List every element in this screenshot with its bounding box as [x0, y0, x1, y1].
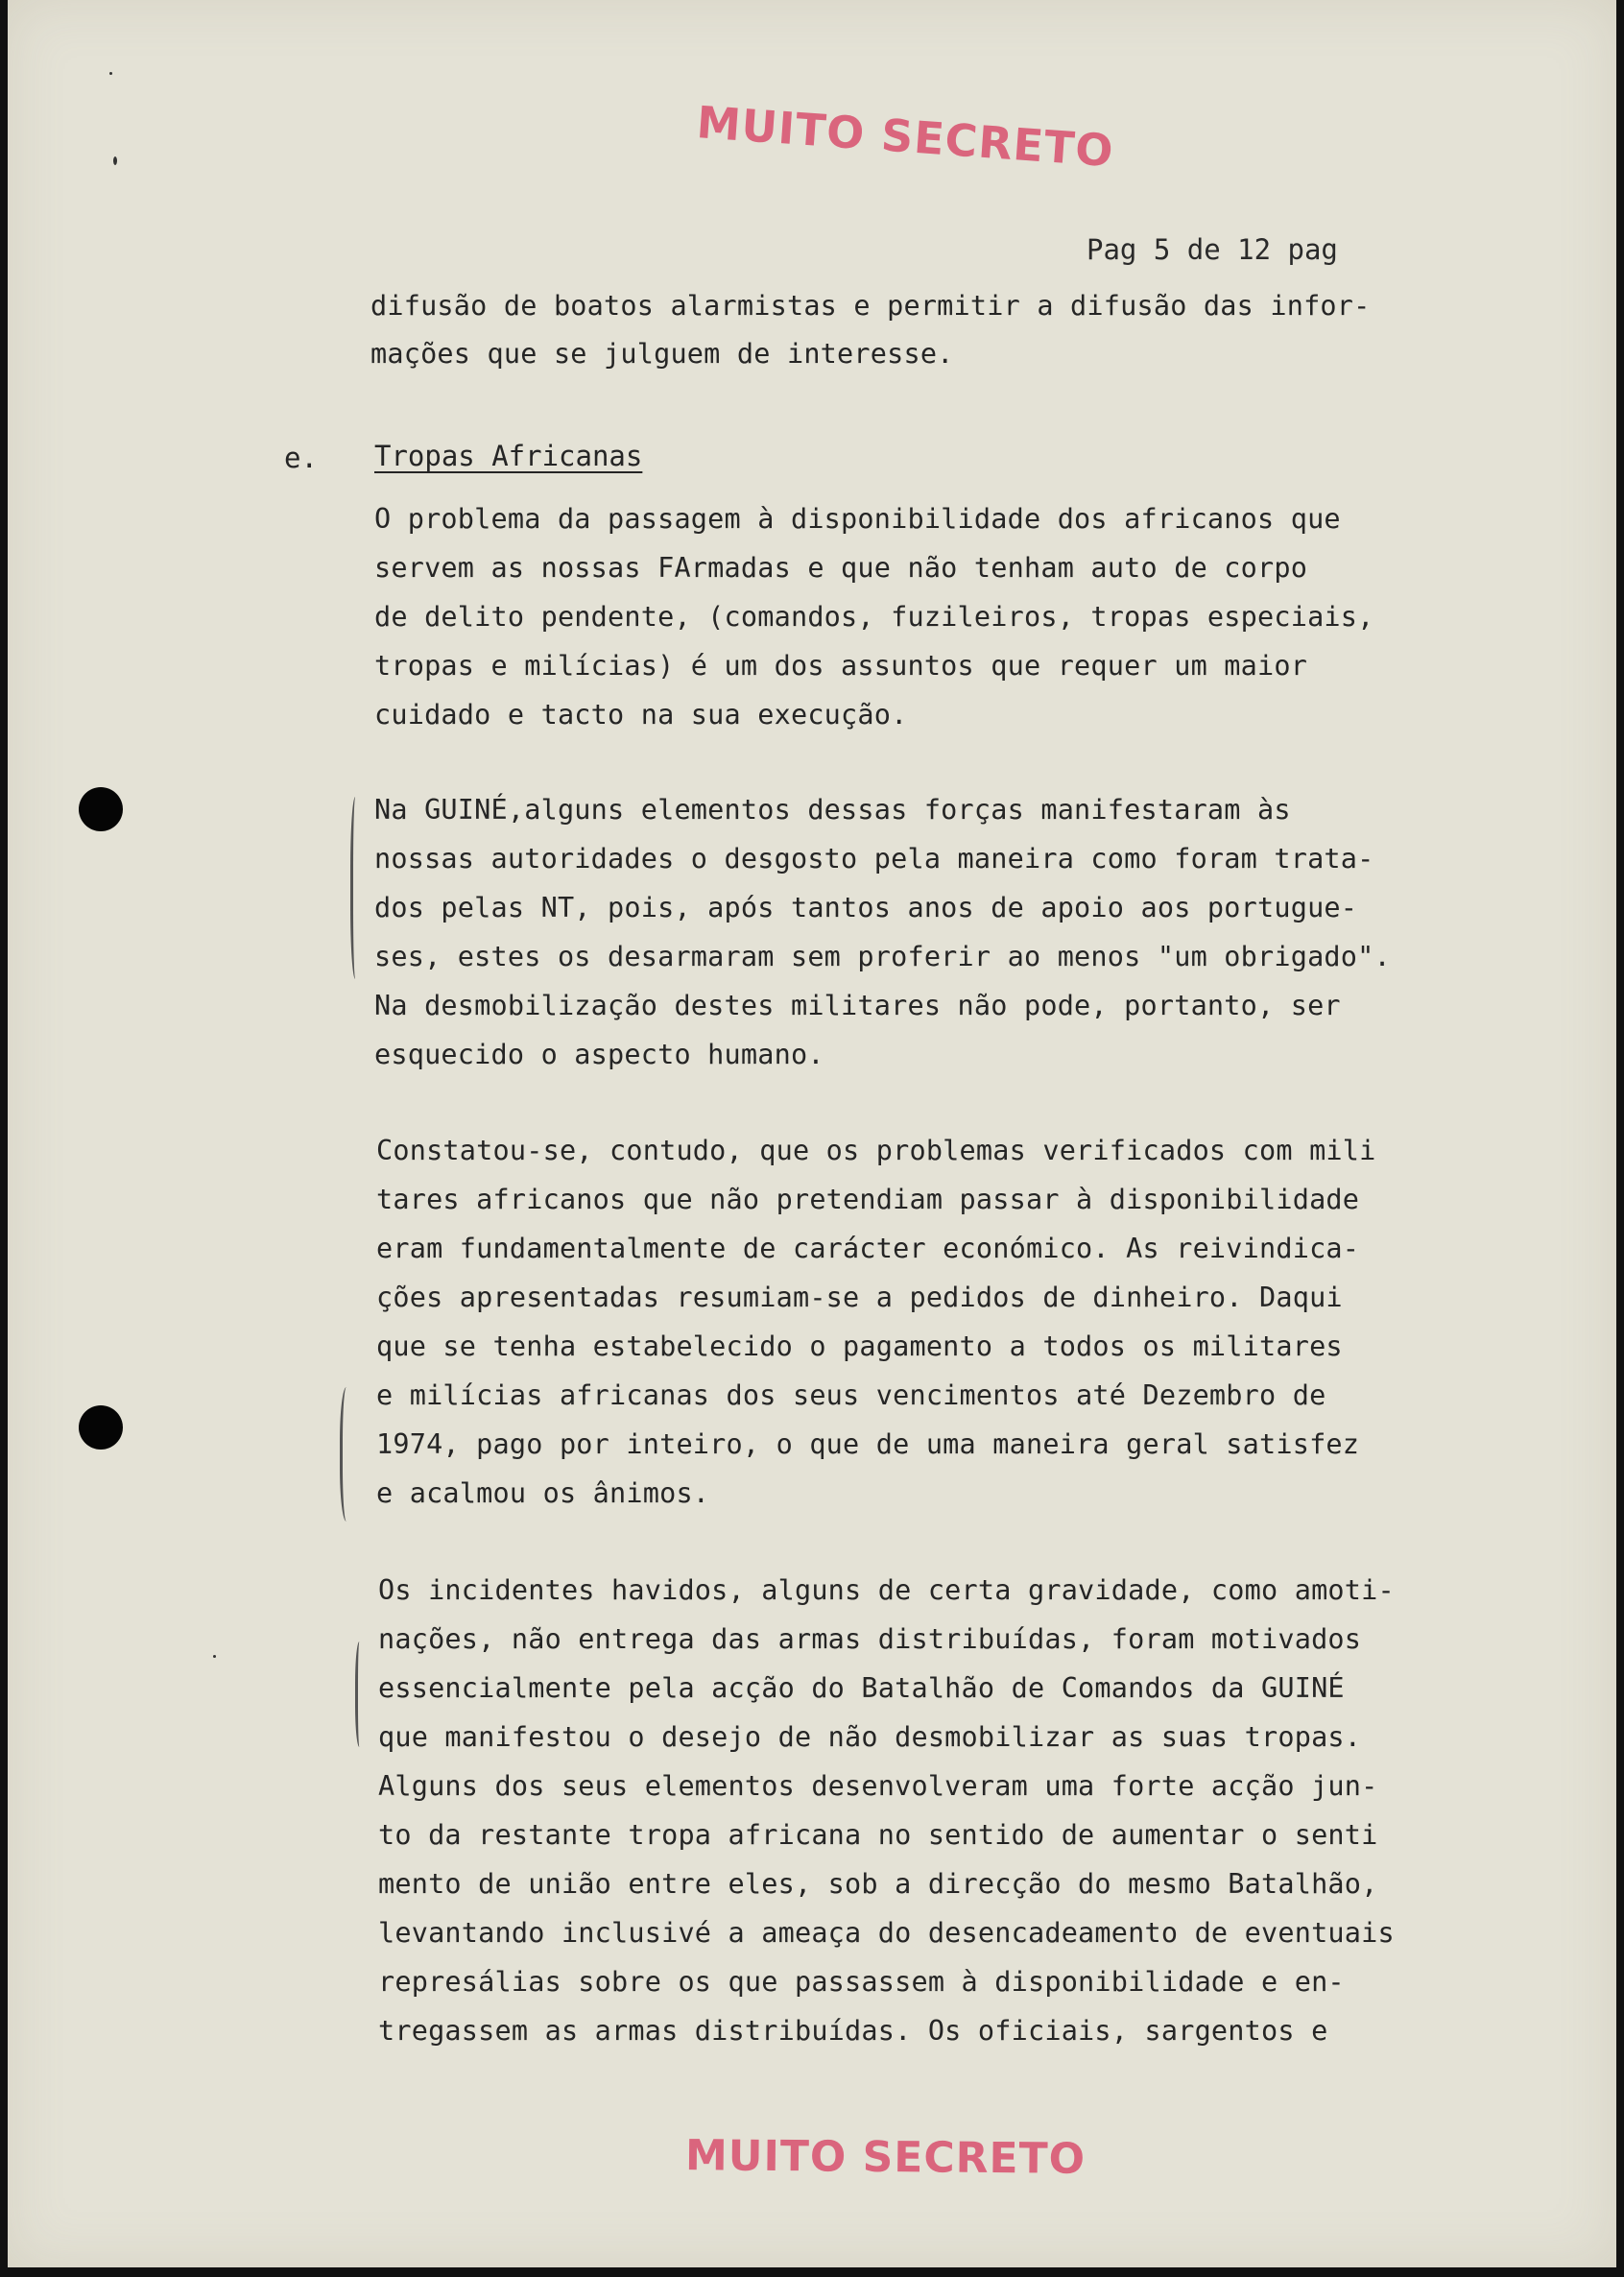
section-letter: e.: [284, 442, 318, 474]
text-line: nações, não entrega das armas distribuídas, foram motivados: [378, 1623, 1362, 1655]
text-line: ses, estes os desarmaram sem proferir ao menos "um obrigado".: [374, 941, 1391, 972]
text-line: 1974, pago por inteiro, o que de uma maneira geral satisfez: [376, 1428, 1360, 1460]
ink-speck: [213, 1655, 216, 1658]
text-line: to da restante tropa africana no sentido de aumentar o senti: [378, 1819, 1378, 1851]
text-line: Alguns dos seus elementos desenvolveram uma forte acção jun-: [378, 1770, 1378, 1802]
margin-mark: [340, 1387, 356, 1522]
text-line: Os incidentes havidos, alguns de certa gravidade, como amoti-: [378, 1574, 1395, 1606]
text-line: mações que se julguem de interesse.: [370, 338, 954, 370]
text-line: servem as nossas FArmadas e que não tenham auto de corpo: [374, 552, 1308, 584]
text-line: dos pelas NT, pois, após tantos anos de apoio aos portugue-: [374, 892, 1358, 923]
ink-speck: [109, 72, 112, 75]
text-line: difusão de boatos alarmistas e permitir a difusão das infor-: [370, 290, 1371, 322]
text-line: ções apresentadas resumiam-se a pedidos de dinheiro. Daqui: [376, 1282, 1343, 1313]
classification-stamp-top: MUITO SECRETO: [695, 96, 1116, 178]
text-line: nossas autoridades o desgosto pela maneira como foram trata-: [374, 843, 1374, 875]
text-line: tropas e milícias) é um dos assuntos que requer um maior: [374, 650, 1308, 682]
text-line: esquecido o aspecto humano.: [374, 1039, 824, 1070]
text-line: cuidado e tacto na sua execução.: [374, 699, 908, 731]
punch-hole: [79, 1405, 123, 1450]
document-page: [8, 0, 1616, 2267]
text-line: tregassem as armas distribuídas. Os oficiais, sargentos e: [378, 2015, 1328, 2047]
text-line: que manifestou o desejo de não desmobilizar as suas tropas.: [378, 1721, 1362, 1753]
text-line: e acalmou os ânimos.: [376, 1477, 710, 1509]
text-line: O problema da passagem à disponibilidade dos africanos que: [374, 503, 1341, 535]
text-line: Constatou-se, contudo, que os problemas verificados com mili: [376, 1135, 1376, 1166]
margin-mark: [355, 1642, 366, 1747]
text-line: Na desmobilização destes militares não pode, portanto, ser: [374, 990, 1341, 1021]
text-line: tares africanos que não pretendiam passar à disponibilidade: [376, 1184, 1360, 1215]
section-title: Tropas Africanas: [374, 440, 643, 472]
margin-mark: [350, 797, 363, 979]
page-number: Pag 5 de 12 pag: [1087, 233, 1338, 266]
text-line: de delito pendente, (comandos, fuzileiros, tropas especiais,: [374, 601, 1374, 633]
text-line: levantando inclusivé a ameaça do desencadeamento de eventuais: [378, 1917, 1395, 1949]
punch-hole: [79, 787, 123, 831]
text-line: Na GUINÉ,alguns elementos dessas forças manifestaram às: [374, 794, 1291, 826]
ink-speck: [113, 156, 117, 165]
text-line: e milícias africanas dos seus vencimentos até Dezembro de: [376, 1379, 1326, 1411]
text-line: que se tenha estabelecido o pagamento a todos os militares: [376, 1330, 1343, 1362]
text-line: essencialmente pela acção do Batalhão de Comandos da GUINÉ: [378, 1672, 1345, 1704]
text-line: mento de união entre eles, sob a direcção do mesmo Batalhão,: [378, 1868, 1378, 1900]
text-line: eram fundamentalmente de carácter económico. As reivindica-: [376, 1233, 1360, 1264]
classification-stamp-bottom: MUITO SECRETO: [684, 2131, 1087, 2184]
text-line: represálias sobre os que passassem à disponibilidade e en-: [378, 1966, 1345, 1998]
